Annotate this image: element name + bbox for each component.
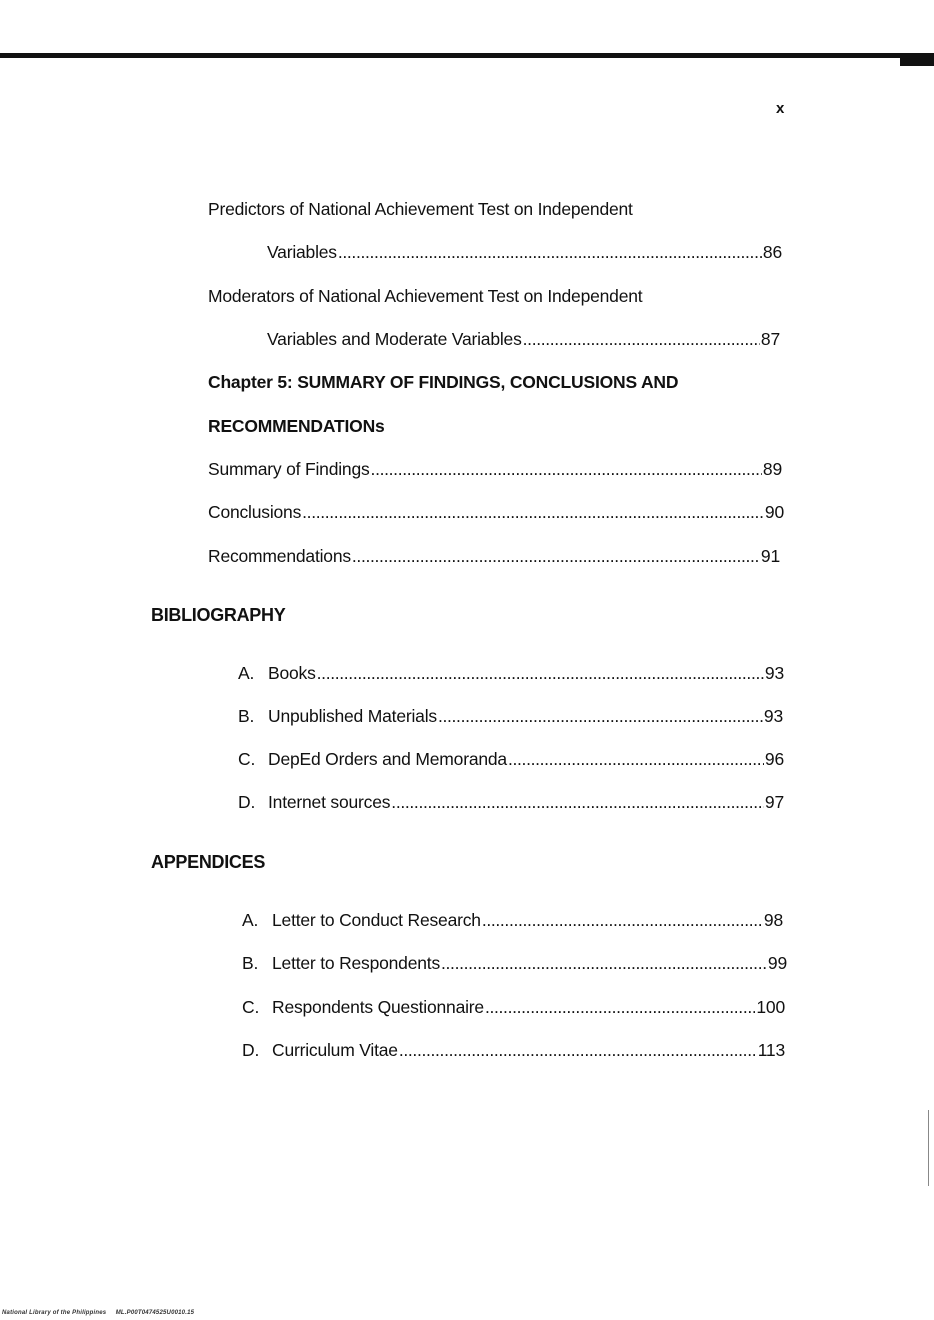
toc-entry-moderators-line1: Moderators of National Achievement Test on Independent	[208, 286, 643, 306]
toc-entry-respondents-questionnaire[interactable]	[242, 997, 785, 1021]
dot-leader	[438, 706, 763, 727]
toc-entry-label: Summary of Findings	[208, 459, 370, 479]
toc-entry-label: Letter to Respondents	[272, 953, 440, 973]
toc-entry-curriculum-vitae[interactable]	[242, 1040, 785, 1064]
toc-entry-moderators[interactable]	[267, 329, 780, 353]
toc-entry-letter: B.	[242, 953, 259, 973]
toc-entry-conclusions[interactable]	[208, 502, 784, 526]
bibliography-heading: BIBLIOGRAPHY	[151, 605, 286, 625]
toc-entry-predictors[interactable]	[267, 242, 782, 266]
toc-entry-label: Respondents Questionnaire	[272, 997, 484, 1017]
toc-entry-label: Internet sources	[268, 792, 391, 812]
dot-leader	[523, 329, 760, 350]
toc-entry-letter-respondents[interactable]	[242, 953, 787, 977]
toc-entry-label: Variables	[267, 242, 337, 262]
appendices-heading: APPENDICES	[151, 852, 266, 872]
toc-entry-label: Letter to Conduct Research	[272, 910, 481, 930]
toc-entry-text	[242, 997, 484, 1018]
toc-entry-internet-sources[interactable]	[238, 792, 784, 816]
chapter5-title-line2: RECOMMENDATIONs	[208, 416, 385, 436]
toc-entry-page: 87	[760, 329, 780, 349]
toc-entry-deped-orders[interactable]	[238, 749, 784, 773]
dot-leader	[338, 242, 762, 263]
toc-entry-label: Unpublished Materials	[268, 706, 437, 726]
toc-entry-books[interactable]	[238, 663, 784, 687]
toc-entry-text	[242, 953, 440, 974]
toc-entry-letter: D.	[238, 792, 256, 812]
toc-entry-text	[238, 706, 437, 727]
toc-entry-label: Books	[268, 663, 316, 683]
toc-entry-page: 96	[764, 749, 784, 769]
chapter5-title-line1: Chapter 5: SUMMARY OF FINDINGS, CONCLUSIONS AND	[208, 372, 679, 392]
toc-entry-letter-conduct-research[interactable]	[242, 910, 783, 934]
toc-entry-label: DepEd Orders and Memoranda	[268, 749, 507, 769]
scan-edge-mark	[928, 1110, 929, 1186]
toc-entry-page: 93	[764, 663, 784, 683]
toc-entry-text	[242, 910, 481, 931]
toc-entry-recommendations[interactable]	[208, 546, 780, 570]
footer-library-name: National Library of the Philippines	[2, 1310, 107, 1316]
dot-leader	[352, 546, 760, 567]
dot-leader	[482, 910, 763, 931]
top-border-tab	[900, 56, 934, 66]
toc-entry-text	[242, 1040, 398, 1061]
top-border-rule	[0, 53, 934, 58]
dot-leader	[317, 663, 764, 684]
toc-entry-unpublished-materials[interactable]	[238, 706, 783, 730]
toc-entry-label: Curriculum Vitae	[272, 1040, 398, 1060]
toc-entry-label: Variables and Moderate Variables	[267, 329, 522, 349]
dot-leader	[371, 459, 762, 480]
toc-entry-text	[238, 792, 390, 813]
toc-entry-page: 91	[760, 546, 780, 566]
toc-entry-label: Recommendations	[208, 546, 351, 566]
dot-leader	[302, 502, 764, 523]
toc-entry-letter: A.	[238, 663, 255, 683]
toc-entry-page: 100	[756, 997, 785, 1017]
footer-code: ML.P00T0474525U0010.15	[115, 1310, 195, 1316]
toc-entry-page: 113	[757, 1040, 785, 1060]
toc-entry-page: 99	[767, 953, 787, 973]
toc-entry-letter: C.	[242, 997, 260, 1017]
toc-entry-text	[238, 749, 507, 770]
dot-leader	[399, 1040, 757, 1061]
page-number: x	[776, 100, 785, 117]
toc-entry-text	[238, 663, 316, 684]
toc-entry-letter: A.	[242, 910, 259, 930]
toc-entry-page: 90	[764, 502, 784, 522]
toc-entry-letter: B.	[238, 706, 255, 726]
dot-leader	[508, 749, 764, 770]
toc-entry-letter: C.	[238, 749, 256, 769]
dot-leader	[391, 792, 764, 813]
toc-entry-label: Conclusions	[208, 502, 302, 522]
library-footer	[2, 1310, 194, 1316]
toc-entry-page: 89	[762, 459, 782, 479]
toc-entry-letter: D.	[242, 1040, 260, 1060]
toc-entry-summary-of-findings[interactable]	[208, 459, 782, 483]
dot-leader	[441, 953, 767, 974]
toc-entry-page: 98	[763, 910, 783, 930]
toc-entry-page: 97	[764, 792, 784, 812]
toc-entry-predictors-line1: Predictors of National Achievement Test on Independent	[208, 199, 633, 219]
toc-entry-page: 86	[762, 242, 782, 262]
dot-leader	[485, 997, 755, 1018]
toc-entry-page: 93	[763, 706, 783, 726]
